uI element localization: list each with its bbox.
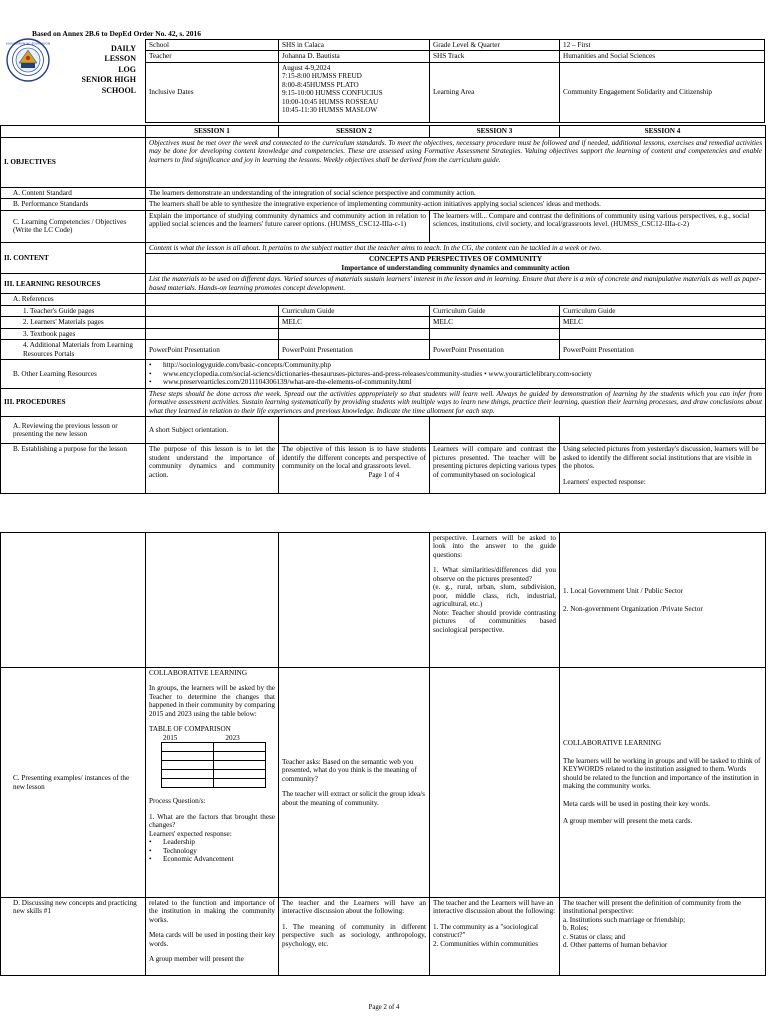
additional-material: PowerPoint Presentation <box>146 340 279 360</box>
procedures-note: These steps should be done across the week. Spread out the activities appropriately so that students will learn well. Always be guided by demonstration of learning by the students which you can infer from formative assessment activities. Sustain learning systematically by providing students with multiple ways to learn new things, practice their learning, question their learning processes, and draw conclusions about what they learned in relation to their life experiences and previous knowledge. Indicate the time allotment for each step. <box>146 388 766 416</box>
discussing-s3: The teacher and the Learners will have an interactive discussion about the following: 1. The community as a "sociological construct?" 2. Communities within communities <box>430 898 560 976</box>
grade-value: 12 – First <box>560 40 765 51</box>
purpose-s3: Learners will compare and contrast the pictures presented. The teacher will be presenting pictures depicting various types of communitybased on sociological <box>430 444 560 494</box>
content-title: CONCEPTS AND PERSPECTIVES OF COMMUNITY Importance of understanding community dynamics and community action <box>146 254 766 274</box>
content-standard: The learners demonstrate an understanding of the integration of social science perspective and community action. <box>146 188 766 199</box>
purpose-s1: The purpose of this lesson is to let the student understand the importance of community dynamics and community action. <box>146 444 279 494</box>
content-label: II. CONTENT <box>1 242 146 273</box>
session-3-header: SESSION 3 <box>430 126 560 138</box>
discussing-s2: The teacher and the Learners will have an interactive discussion about the following: 1. The meaning of community in different perspective such as sociology, anthropology, psychology, etc. <box>279 898 430 976</box>
purpose-s4-continued: 1. Local Government Unit / Public Sector 2. Non-government Organization /Private Sector <box>560 533 766 668</box>
purpose-s2: The objective of this lesson is to have students identify the different concepts and perspective of community on the local and grassroots level. <box>279 444 430 494</box>
competency-1: Explain the importance of studying community dynamics and community action in relation to applied social sciences and the learners' future career options. (HUMSS_CSC12-IIIa-c-1) <box>146 210 430 242</box>
competency-2: The learners will... Compare and contrast the definitions of community using various perspectives, e.g., social sciences, institutions, civil society, and local/grassroots level. (HUMSS_CSC12-IIIa-c-2) <box>430 210 766 242</box>
page-1-footer: Page 1 of 4 <box>368 472 400 479</box>
performance-standard: The learners shall be able to synthesize the integrative experience of implementing community-action initiatives applying social sciences' ideas and methods. <box>146 199 766 210</box>
resource-link[interactable]: http://sociologyguide.com/basic-concepts/Community.php <box>163 361 332 370</box>
competencies-label: C. Learning Competencies / Objectives (Write the LC Code) <box>1 210 146 242</box>
examples-s2: Teacher asks: Based on the semantic web you presented, what do you think is the meaning of community? The teacher will extract or solicit the group idea/s about the meaning of community. <box>279 668 430 898</box>
lm-value: MELC <box>560 317 766 328</box>
resources-label: III. LEARNING RESOURCES <box>1 274 146 294</box>
teacher-label: Teacher <box>146 51 279 62</box>
references-label: A. References <box>1 294 146 305</box>
examples-s1: COLLABORATIVE LEARNING In groups, the learners will be asked by the Teacher to determine the changes that happened in their community by comparing 2015 and 2023 using the table below: TABLE OF COMPARISON 2015 2023 Process Question/s: 1. What are the factors that brought these changes? Learners' expected response: • Leadership • Technology • Economic Advancement <box>146 668 279 898</box>
tg-label: 1. Teacher's Guide pages <box>1 305 146 316</box>
performance-standard-label: B. Performance Standards <box>1 199 146 210</box>
session-2-header: SESSION 2 <box>279 126 430 138</box>
teacher-value: Johanna D. Bautista <box>279 51 430 62</box>
area-label: Learning Area <box>430 62 560 122</box>
objectives-label: I. OBJECTIVES <box>1 138 146 188</box>
additional-materials-label: 4. Additional Materials from Learning Resources Portals <box>1 340 146 360</box>
resource-link[interactable]: www.encyclopedia.com/social-sciencs/dictionaries-thesauruses-pictures-and-press-releases/community-studies • www.yourarticlelibrary.com›society <box>163 369 593 378</box>
blank-header <box>1 126 146 138</box>
purpose-s4: Using selected pictures from yesterday's discussion, learners will be asked to identify the different social institutions that are visible in the photos. Learners' expected response: <box>560 444 766 494</box>
grade-label: Grade Level & Quarter <box>430 40 560 51</box>
other-resources-label: B. Other Learning Resources <box>1 360 146 388</box>
additional-material: PowerPoint Presentation <box>279 340 430 360</box>
dll-page2-table <box>0 532 766 976</box>
svg-text:KAGAWARAN NG EDUKASYON: KAGAWARAN NG EDUKASYON <box>6 41 50 46</box>
deped-seal-icon <box>6 38 50 82</box>
additional-material: PowerPoint Presentation <box>430 340 560 360</box>
resources-note: List the materials to be used on different days. Varied sources of materials sustain learners' interest in the lesson and in learning. Ensure that there is a mix of concrete and manipulative materials as well as paper-based materials. Hands-on learning promotes concept development. <box>146 274 766 294</box>
other-resources-list <box>146 360 766 388</box>
comparison-table[interactable] <box>161 742 266 788</box>
dates-value: August 4-9,2024 7:15-8:00 HUMSS FREUD 8:00-8:45HUMSS PLATO 9:15-10:00 HUMSS CONFUCIUS 10:00-10:45 HUMSS ROSSEAU 10:45-11:30 HUMSS MASLOW <box>279 62 430 122</box>
review-s1: A short Subject orientation. <box>146 417 279 444</box>
content-standard-label: A. Content Standard <box>1 188 146 199</box>
lm-label: 2. Learners' Materials pages <box>1 317 146 328</box>
discussing-label: D. Discussing new concepts and practicing new skills #1 <box>1 898 146 976</box>
area-value: Community Engagement Solidarity and Citizenship <box>560 62 765 122</box>
school-value: SHS in Calaca <box>279 40 430 51</box>
lm-value: MELC <box>279 317 430 328</box>
tg-value: Curriculum Guide <box>560 305 766 316</box>
page-2-footer: Page 2 of 4 <box>368 1004 400 1011</box>
examples-s4: COLLABORATIVE LEARNING The learners will be working in groups and will be tasked to think of KEYWORDS related to the institution assigned to them. Words should be related to the function and importance of the institution in making the community works. Meta cards will be used in posting their key words. A group member will present the meta cards. <box>560 668 766 898</box>
lm-value: MELC <box>430 317 560 328</box>
annex-reference: Based on Annex 2B.6 to DepEd Order No. 42, s. 2016 <box>32 29 202 38</box>
dll-main-table <box>0 125 766 494</box>
track-label: SHS Track <box>430 51 560 62</box>
tg-value: Curriculum Guide <box>279 305 430 316</box>
purpose-s3-continued: perspective. Learners will be asked to look into the answer to the guide questions: 1. What similarities/differences did you observe on the pictures presented? (e. g., rural, urban, slum, subdivision, poor, middle class, rich, industrial, agricultural, etc.) Note: Teacher should provide contrasting pictures of communities based sociological perspective. <box>430 533 560 668</box>
textbook-label: 3. Textbook pages <box>1 328 146 339</box>
dates-label: Inclusive Dates <box>146 62 279 122</box>
discussing-s4: The teacher will present the definition of community from the institutional perspective: a. Institutions such marriage or friendship; b. Roles; c. Status or class; and d. Other patterns of human behavior <box>560 898 766 976</box>
review-label: A. Reviewing the previous lesson or presenting the new lesson <box>1 417 146 444</box>
objectives-note: Objectives must be met over the week and connected to the curriculum standards. To meet the objectives, necessary procedure must be followed and if needed, additional lessons, exercises and remedial activities may be done for developing content knowledge and competencies. These are assessed using Formative Assessment Strategies. Valuing objectives support the learning of content and competencies and enable learners to find significance and joy in learning the lessons. Weekly objectives shall be derived from the curriculum guide. <box>146 138 766 188</box>
school-label: School <box>146 40 279 51</box>
dll-title: DAILY LESSON LOG SENIOR HIGH SCHOOL <box>81 44 136 95</box>
content-note: Content is what the lesson is all about. It pertains to the subject matter that the teacher aims to teach. In the CG, the content can be tackled in a week or two. <box>146 242 766 253</box>
examples-label: C. Presenting examples/ instances of the new lesson <box>1 668 146 898</box>
resource-link[interactable]: www.preservearticles.com/2011104306139/what-are-the-elements-of-community.html <box>163 378 412 387</box>
discussing-s1: related to the function and importance of the institution in making the community works. Meta cards will be used in posting their key words. A group member will present the <box>146 898 279 976</box>
session-4-header: SESSION 4 <box>560 126 766 138</box>
procedures-label: III. PROCEDURES <box>1 388 146 416</box>
tg-value: Curriculum Guide <box>430 305 560 316</box>
purpose-label: B. Establishing a purpose for the lesson <box>1 444 146 494</box>
track-value: Humanities and Social Sciences <box>560 51 765 62</box>
additional-material: PowerPoint Presentation <box>560 340 766 360</box>
header-table <box>145 39 765 123</box>
session-1-header: SESSION 1 <box>146 126 279 138</box>
